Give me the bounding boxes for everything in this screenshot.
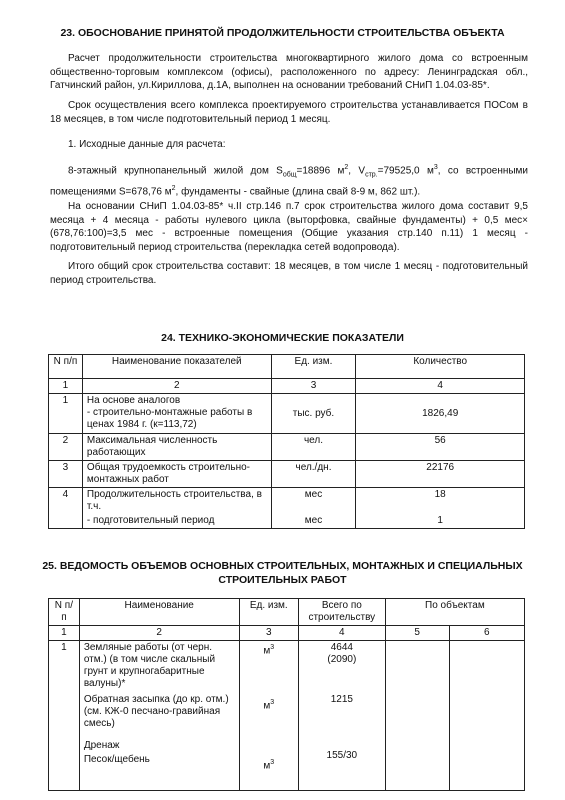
unit-sand-gravel: $м^3$ (263, 758, 275, 771)
col-number: 5 (385, 626, 449, 641)
paragraph-term: Срок осуществления всего комплекса проектируемого строительства устанавливается ПОСом в 18 месяцев, в том числе подготовительный период 1 месяц. (50, 100, 528, 125)
table-row (49, 434, 525, 461)
row-totals (298, 641, 385, 791)
row-quantity: 56 (356, 434, 525, 461)
row-quantity-line: 1 (437, 515, 443, 526)
item-earthworks: Земляные работы (от черн. отм.) (в том числе скальный грунт и крупногабаритные валуны)* (83, 642, 216, 689)
row-unit: тыс. руб. (271, 394, 356, 434)
row-name: Общая трудоемкость строительно-монтажных работ (82, 461, 271, 488)
col-number: 3 (239, 626, 298, 641)
row-object-6 (449, 641, 524, 791)
table-number-row (49, 626, 525, 641)
header-unit: Ед. изм. (239, 599, 298, 626)
header-unit: Ед. изм. (271, 355, 356, 379)
row-units (239, 641, 298, 791)
paragraph-snip-basis: На основании СНиП 1.04.03-85* ч.II стр.146 п.7 срок строительства жилого дома составит 9,5 месяца + 4 месяца - работы нулевого цикла (выторфовка, свайные фундаменты) + 0,5 мес× (678,76:100)=3,5 мес - встроенные помещения (Общие указания стр.140 п.11) 1 месяц - подготовительный период строительства (перекладка сетей водопровода). (50, 201, 528, 253)
header-n: N п/п (49, 355, 83, 379)
total-sand-gravel: 155/30 (326, 750, 358, 761)
table-row (49, 641, 525, 791)
header-name: Наименование (79, 599, 239, 626)
row-number: 3 (49, 461, 83, 488)
col-number: 3 (271, 379, 356, 394)
header-total: Всего по строительству (298, 599, 385, 626)
row-name (82, 394, 271, 434)
section-24-title: 24. ТЕХНИКО-ЭКОНОМИЧЕСКИЕ ПОКАЗАТЕЛИ (161, 332, 404, 344)
row-number: 4 (49, 488, 83, 529)
col-number: 1 (49, 626, 80, 641)
header-by-objects: По объектам (385, 599, 524, 626)
row-name-line: Продолжительность строительства, в т.ч. (86, 489, 262, 512)
table-header-row (49, 599, 525, 626)
table-row (49, 394, 525, 434)
row-items (79, 641, 239, 791)
col-number: 1 (49, 379, 83, 394)
section-25-title (20, 559, 545, 587)
col-number: 2 (79, 626, 239, 641)
row-name-line: - подготовительный период (86, 515, 215, 526)
row-name: Максимальная численность работающих (82, 434, 271, 461)
paragraph-total-term: Итого общий срок строительства составит: 18 месяцев, в том числе 1 месяц - подготовительный период строительства. (50, 261, 528, 286)
row-unit-line: мес (304, 515, 323, 526)
row-quantity: 22176 (356, 461, 525, 488)
paragraph-calculation: Расчет продолжительности строительства многоквартирного жилого дома со встроенным общественно-торговым комплексом (офисы), расположенного по адресу: Ленинградская обл., Гатчинский район, ул.Кириллова, д.1А, выполнен на основании требований СНиП 1.04.03-85*. (50, 53, 528, 91)
row-quantity: 1826,49 (356, 394, 525, 434)
row-number: 1 (49, 641, 80, 791)
col-number: 4 (298, 626, 385, 641)
header-n: N п/п (49, 599, 80, 626)
row-name (82, 488, 271, 529)
col-number: 6 (449, 626, 524, 641)
paragraph-initial-data: 1. Исходные данные для расчета: (68, 139, 226, 150)
work-volumes-table (48, 598, 525, 791)
header-name: Наименование показателей (82, 355, 271, 379)
row-number: 1 (49, 394, 83, 434)
row-quantity (356, 488, 525, 529)
item-backfill: Обратная засыпка (до кр. отм.) (см. КЖ-0 песчано-гравийная смесь) (83, 694, 229, 729)
row-quantity-line: 18 (434, 489, 446, 500)
col-number: 4 (356, 379, 525, 394)
unit-earthworks: $м^3$ (263, 644, 275, 657)
item-drainage: Дренаж (83, 740, 120, 751)
row-unit-line: мес (304, 489, 323, 500)
header-quantity: Количество (356, 355, 525, 379)
row-number: 2 (49, 434, 83, 461)
indicators-table (48, 354, 525, 529)
table-header-row (49, 355, 525, 379)
table-row (49, 488, 525, 529)
col-number: 2 (82, 379, 271, 394)
row-object-5 (385, 641, 449, 791)
table-number-row (49, 379, 525, 394)
total-earthworks: 4644 (330, 642, 353, 653)
section-25-title-line: 25. ВЕДОМОСТЬ ОБЪЕМОВ ОСНОВНЫХ СТРОИТЕЛЬНЫХ, МОНТАЖНЫХ И СПЕЦИАЛЬНЫХ (42, 560, 523, 572)
unit-backfill: $м^3$ (263, 699, 275, 712)
row-unit (271, 488, 356, 529)
row-name-line: - строительно-монтажные работы в ценах 1984 г. (к=113,72) (86, 407, 253, 430)
row-unit: чел. (271, 434, 356, 461)
table-row (49, 461, 525, 488)
total-earthworks-rock: (2090) (327, 654, 357, 665)
row-name-line: На основе аналогов (86, 395, 181, 406)
section-23-title: 23. ОБОСНОВАНИЕ ПРИНЯТОЙ ПРОДОЛЖИТЕЛЬНОСТИ СТРОИТЕЛЬСТВА ОБЪЕКТА (60, 27, 505, 39)
paragraph-building-data: 8-этажный крупнопанельный жилой дом $S_{общ}=18896$ $м^2$, $V_{стр.}=79525,0$ $м^3$, со встроенными помещениями S=678,76 $м^2$, фундаменты - свайные (длина свай 8-9 м, 862 шт.). (50, 164, 529, 198)
item-sand-gravel: Песок/щебень (83, 754, 150, 765)
total-backfill: 1215 (330, 694, 353, 705)
section-25-title-line: СТРОИТЕЛЬНЫХ РАБОТ (218, 574, 347, 586)
row-unit: чел./дн. (271, 461, 356, 488)
